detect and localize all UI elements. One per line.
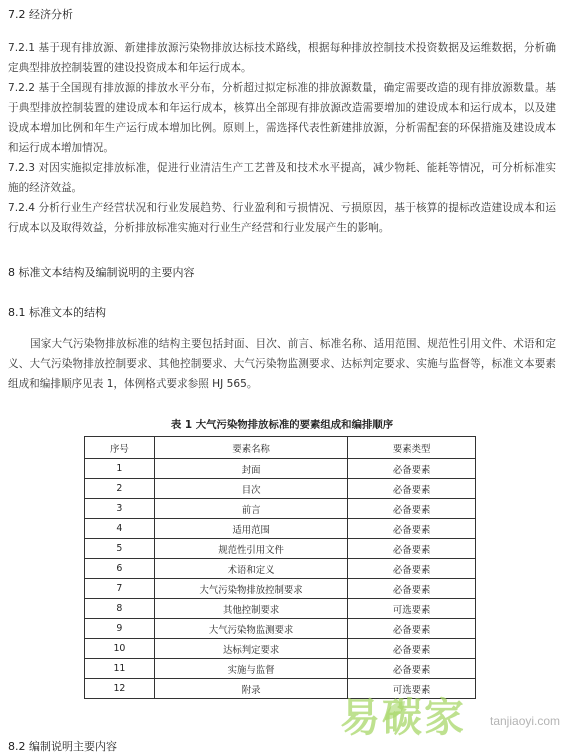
section-8-2-heading: 8.2 编制说明主要内容 [8,740,117,753]
column-header-seq: 序号 [85,437,155,459]
paragraph-7-2-1: 7.2.1 基于现有排放源、新建排放源污染物排放达标技术路线，根据每种排放控制技术投资数据及运维数据，分析确定典型排放控制装置的建设投资成本和年运行成本。 [8,42,556,74]
cell-seq: 11 [85,659,155,679]
cell-element-name: 术语和定义 [154,559,347,579]
cell-element-type: 必备要素 [348,579,476,599]
table-row [85,459,476,479]
paragraph-7-2-3: 7.2.3 对因实施拟定排放标准，促进行业清洁生产工艺普及和技术水平提高，减少物耗、能耗等情况，可分析标准实施的经济效益。 [8,162,556,194]
table-row [85,539,476,559]
section-8-heading: 8 标准文本结构及编制说明的主要内容 [8,266,195,279]
cell-seq: 3 [85,499,155,519]
watermark-url: tanjiaoyi.com [490,714,561,728]
cell-element-name: 规范性引用文件 [154,539,347,559]
column-header-name: 要素名称 [154,437,347,459]
cell-element-type: 必备要素 [348,479,476,499]
cell-seq: 9 [85,619,155,639]
watermark-logo [340,692,564,756]
cell-element-type: 必备要素 [348,459,476,479]
cell-element-type: 必备要素 [348,619,476,639]
watermark-text: 易碳家 [340,695,466,741]
cell-seq: 6 [85,559,155,579]
cell-seq: 1 [85,459,155,479]
table-row [85,659,476,679]
cell-element-name: 大气污染物监测要求 [154,619,347,639]
cell-element-type: 必备要素 [348,559,476,579]
cell-element-type: 必备要素 [348,659,476,679]
table-row [85,499,476,519]
column-header-type: 要素类型 [348,437,476,459]
cell-element-name: 附录 [154,679,347,699]
cell-element-type: 必备要素 [348,499,476,519]
cell-element-name: 目次 [154,479,347,499]
elements-table [84,436,476,699]
table-row [85,599,476,619]
paragraph-8-1: 国家大气污染物排放标准的结构主要包括封面、目次、前言、标准名称、适用范围、规范性引用文件、术语和定义、大气污染物排放控制要求、其他控制要求、大气污染物监测要求、达标判定要求、实施与监督等，标准文本要素组成和编排顺序见表 1，体例格式要求参照 HJ 565。 [8,338,556,390]
cell-element-type: 必备要素 [348,519,476,539]
cell-seq: 5 [85,539,155,559]
cell-seq: 8 [85,599,155,619]
table-header-row [85,437,476,459]
section-8-1-heading: 8.1 标准文本的结构 [8,306,106,319]
cell-element-type: 可选要素 [348,679,476,699]
table-row [85,579,476,599]
cell-element-type: 可选要素 [348,599,476,619]
cell-element-type: 必备要素 [348,639,476,659]
cell-seq: 10 [85,639,155,659]
paragraph-7-2-4: 7.2.4 分析行业生产经营状况和行业发展趋势、行业盈利和亏损情况、亏损原因，基于核算的提标改造建设成本和运行成本以及取得效益，分析排放标准实施对行业生产经营和行业发展产生的影响。 [8,202,556,234]
cell-seq: 4 [85,519,155,539]
cell-element-name: 前言 [154,499,347,519]
table-caption: 表 1 大气污染物排放标准的要素组成和编排顺序 [170,419,394,431]
section-7-2-heading: 7.2 经济分析 [8,8,73,21]
table-row [85,559,476,579]
cell-element-name: 达标判定要求 [154,639,347,659]
table-row [85,479,476,499]
cell-element-name: 适用范围 [154,519,347,539]
cell-element-name: 大气污染物排放控制要求 [154,579,347,599]
cell-seq: 12 [85,679,155,699]
cell-element-type: 必备要素 [348,539,476,559]
table-body [85,459,476,699]
table-row [85,639,476,659]
cell-element-name: 实施与监督 [154,659,347,679]
paragraph-7-2-2: 7.2.2 基于全国现有排放源的排放水平分布，分析超过拟定标准的排放源数量，确定需要改造的现有排放源数量。基于典型排放控制装置的建设成本和年运行成本，核算出全部现有排放源改造需要增加的建设成本和运行成本，以及建设成本增加比例和年生产运行成本增加比例。原则上，需选择代表性新建排放源，分析需配套的环保措施及建设成本和运行成本增加情况。 [8,82,556,154]
table-row [85,519,476,539]
table-row [85,619,476,639]
cell-seq: 2 [85,479,155,499]
cell-seq: 7 [85,579,155,599]
cell-element-name: 封面 [154,459,347,479]
cell-element-name: 其他控制要求 [154,599,347,619]
